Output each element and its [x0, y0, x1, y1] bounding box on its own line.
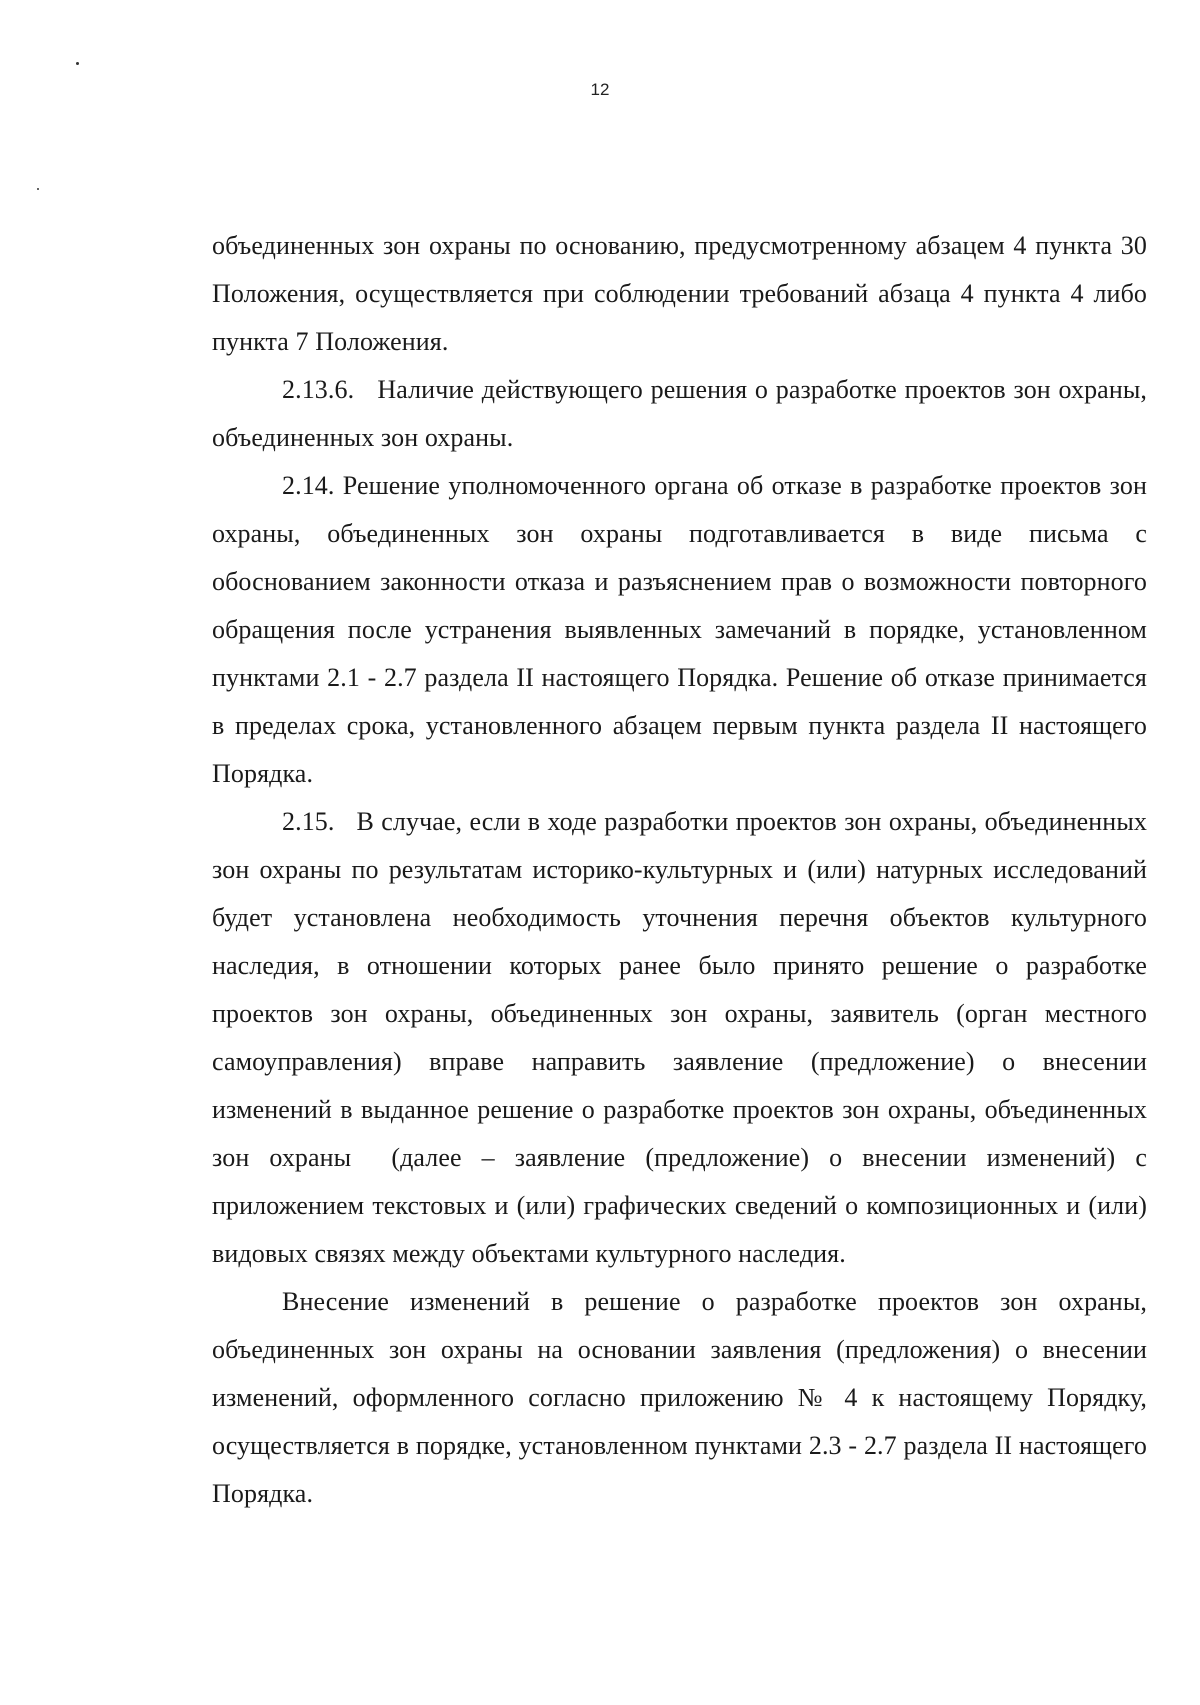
paragraph-amendment: Внесение изменений в решение о разработке проектов зон охраны, объединенных зон охраны на основании заявления (предложения) о внесении изменений, оформленного согласно приложению № 4 к настоящему Порядку, осуществляется в порядке, установленном пунктами 2.3 - 2.7 раздела II настоящего Порядка.: [212, 1287, 1147, 1508]
scan-speck: [37, 188, 39, 190]
paragraph-2-14: 2.14. Решение уполномоченного органа об отказе в разработке проектов зон охраны, объединенных зон охраны подготавливается в виде письма с обоснованием законности отказа и разъяснением прав о возможности повторного обращения после устранения выявленных замечаний в порядке, установленном пунктами 2.1 - 2.7 раздела II настоящего Порядка. Решение об отказе принимается в пределах срока, установленного абзацем первым пункта раздела II настоящего Порядка.: [212, 471, 1147, 788]
page-number: 12: [590, 80, 610, 99]
paragraph-2-13-6: 2.13.6. Наличие действующего решения о разработке проектов зон охраны, объединенных зон охраны.: [212, 375, 1154, 452]
scan-speck: [76, 62, 79, 65]
document-body: [212, 222, 1154, 1518]
paragraph-continuation: объединенных зон охраны по основанию, предусмотренному абзацем 4 пункта 30 Положения, осуществляется при соблюдении требований абзаца 4 пункта 4 либо пункта 7 Положения.: [212, 231, 1147, 356]
paragraph-2-15: 2.15. В случае, если в ходе разработки проектов зон охраны, объединенных зон охраны по результатам историко-культурных и (или) натурных исследований будет установлена необходимость уточнения перечня объектов культурного наследия, в отношении которых ранее было принято решение о разработке проектов зон охраны, объединенных зон охраны, заявитель (орган местного самоуправления) вправе направить заявление (предложение) о внесении изменений в выданное решение о разработке проектов зон охраны, объединенных зон охраны (далее – заявление (предложение) о внесении изменений) с приложением текстовых и (или) графических сведений о композиционных и (или) видовых связях между объектами культурного наследия.: [212, 807, 1154, 1268]
